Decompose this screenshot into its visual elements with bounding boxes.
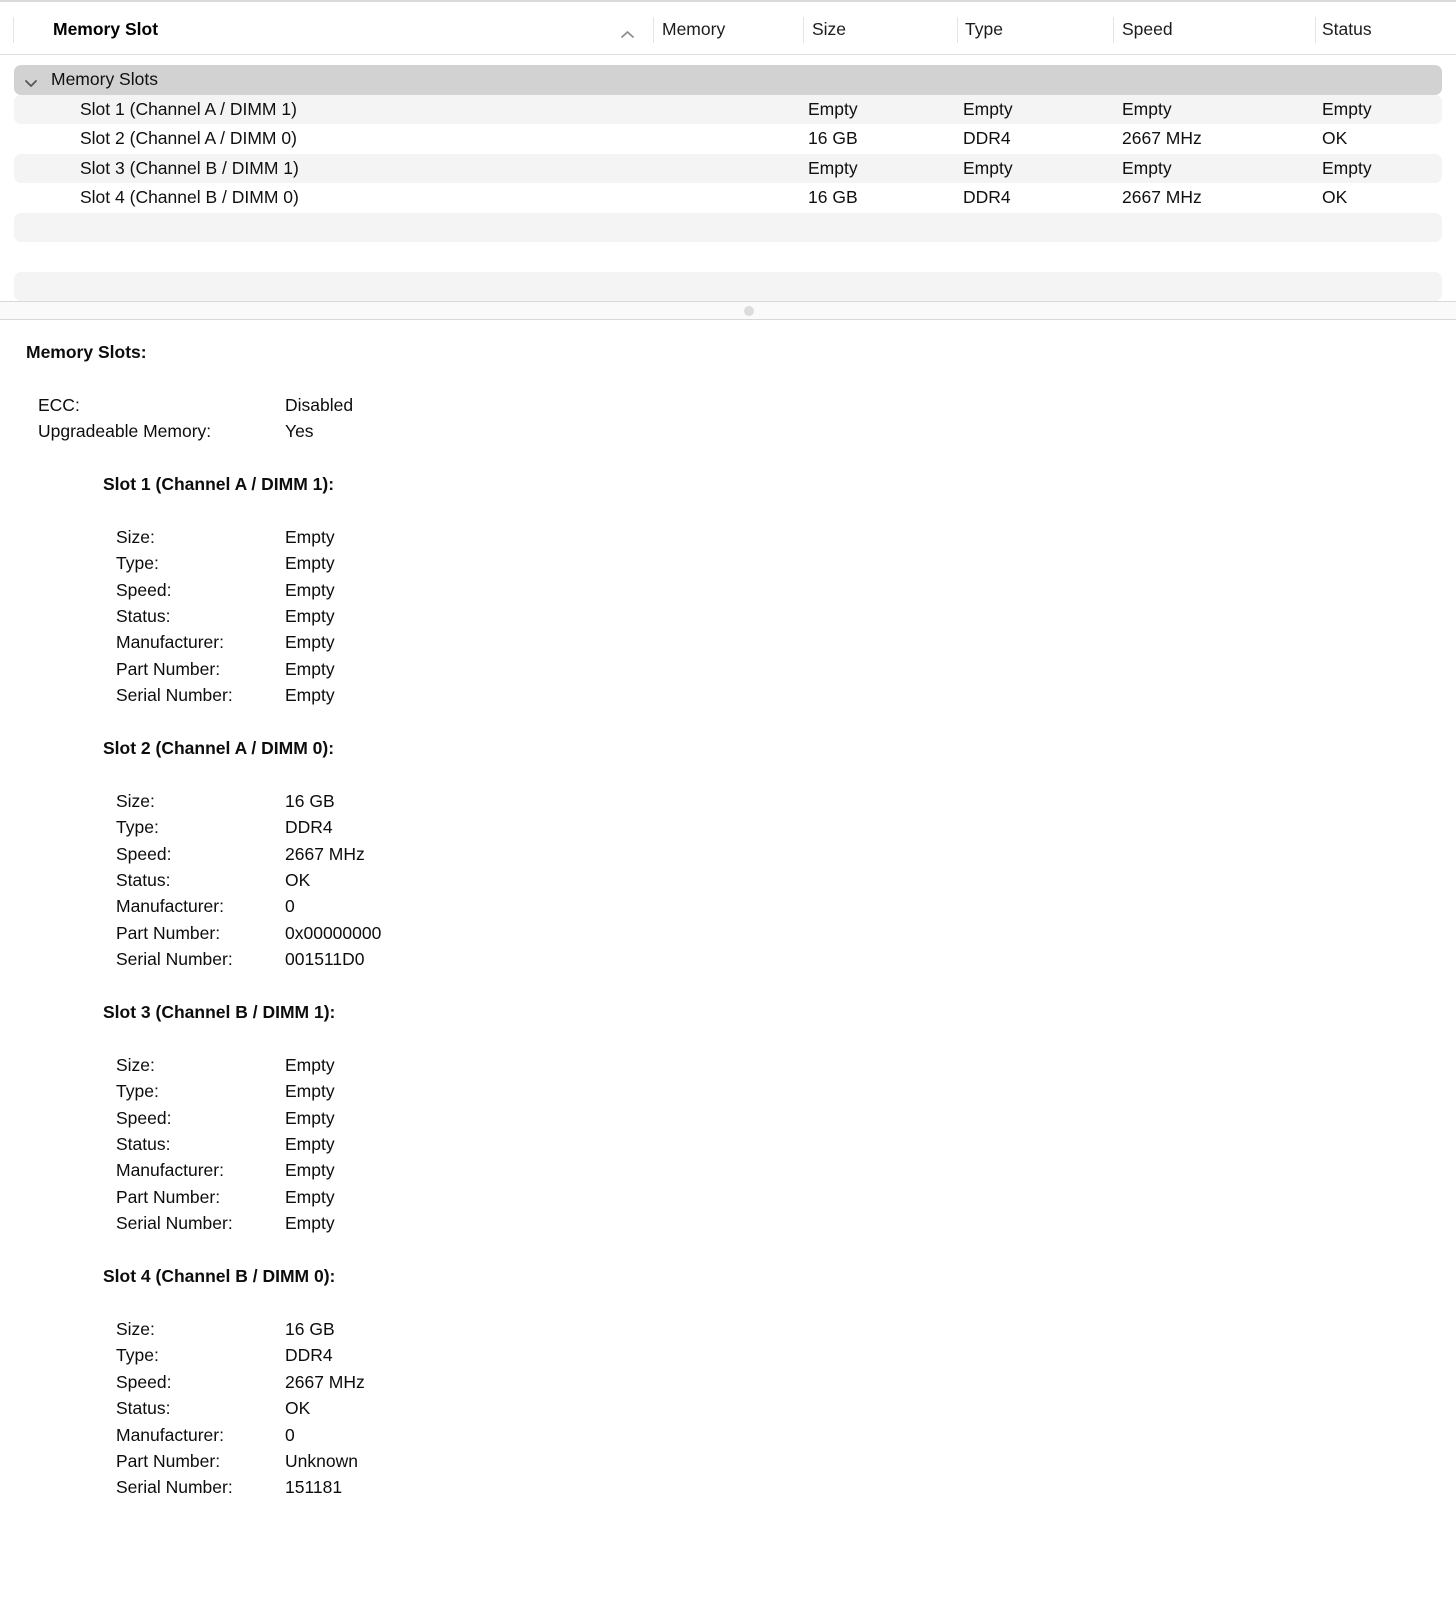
detail-label: Type:: [116, 1081, 159, 1102]
detail-row: [0, 1342, 1456, 1368]
row-background: [14, 213, 1442, 243]
detail-row: [0, 656, 1456, 682]
detail-value: Empty: [285, 1081, 335, 1102]
detail-value: DDR4: [285, 1345, 333, 1366]
chevron-down-icon[interactable]: [24, 75, 38, 93]
detail-value: 001511D0: [285, 949, 365, 970]
cell-type: Empty: [963, 98, 1013, 119]
detail-value: Empty: [285, 579, 335, 600]
detail-value: Disabled: [285, 394, 354, 415]
cell-name: Slot 1 (Channel A / DIMM 1): [80, 98, 297, 119]
column-header-memory[interactable]: Memory: [662, 19, 726, 39]
slot-section-rows: [0, 1316, 1456, 1501]
cell-status: OK: [1322, 187, 1348, 207]
detail-value: 16 GB: [285, 1318, 335, 1339]
detail-label: Speed:: [116, 1107, 172, 1128]
detail-row: [0, 629, 1456, 655]
empty-row: [0, 242, 1456, 272]
detail-row-ecc: [0, 392, 1456, 418]
detail-value: Empty: [285, 1213, 335, 1234]
slot-section-rows: [0, 788, 1456, 973]
detail-row: [0, 1316, 1456, 1342]
detail-value: Empty: [285, 606, 335, 627]
column-header-speed[interactable]: Speed: [1122, 19, 1173, 39]
cell-name: Slot 3 (Channel B / DIMM 1): [80, 157, 299, 178]
detail-label: Type:: [116, 817, 159, 838]
detail-value: Empty: [285, 553, 335, 574]
detail-value: Empty: [285, 632, 335, 653]
slot-section-heading: Slot 3 (Channel B / DIMM 1):: [103, 1002, 336, 1023]
slot-section-rows: [0, 524, 1456, 709]
column-separator: [13, 17, 14, 43]
detail-value: 2667 MHz: [285, 1371, 365, 1392]
detail-value: Empty: [285, 1107, 335, 1128]
detail-label: Part Number:: [116, 922, 221, 943]
slot-section-heading: Slot 2 (Channel A / DIMM 0):: [103, 738, 335, 759]
detail-row: [0, 1131, 1456, 1157]
detail-value: Unknown: [285, 1450, 358, 1471]
detail-value: Empty: [285, 1186, 335, 1207]
detail-value: OK: [285, 870, 311, 891]
detail-row: [0, 1474, 1456, 1500]
detail-row: [0, 1369, 1456, 1395]
detail-row: [0, 603, 1456, 629]
detail-row: [0, 1422, 1456, 1448]
detail-row: [0, 1105, 1456, 1131]
table-row-slot-2[interactable]: [0, 124, 1456, 154]
detail-row: [0, 893, 1456, 919]
column-separator: [653, 17, 654, 43]
slot-section-heading: Slot 4 (Channel B / DIMM 0):: [103, 1266, 336, 1287]
details-title: Memory Slots:: [26, 342, 147, 362]
sort-ascending-icon: [620, 26, 635, 44]
detail-row-upgradeable-memory: [0, 418, 1456, 444]
detail-label: Type:: [116, 1345, 159, 1366]
detail-row: [0, 1448, 1456, 1474]
detail-label: Status:: [116, 1134, 171, 1155]
table-row-slot-4[interactable]: [0, 183, 1456, 213]
detail-value: 2667 MHz: [285, 843, 365, 864]
detail-value: OK: [285, 1398, 311, 1419]
cell-name: Slot 2 (Channel A / DIMM 0): [80, 128, 297, 148]
column-header-size[interactable]: Size: [812, 19, 847, 39]
detail-label: Manufacturer:: [116, 1160, 224, 1181]
detail-label: Size:: [116, 1054, 155, 1075]
details-info-block: [0, 392, 1456, 445]
detail-label: Size:: [116, 526, 155, 547]
detail-label: Manufacturer:: [116, 632, 224, 653]
detail-label: Manufacturer:: [116, 896, 224, 917]
detail-value: Empty: [285, 526, 335, 547]
detail-row: [0, 524, 1456, 550]
detail-row: [0, 920, 1456, 946]
table-row-slot-3[interactable]: [0, 154, 1456, 184]
detail-row: [0, 682, 1456, 708]
detail-row: [0, 788, 1456, 814]
detail-value: 16 GB: [285, 790, 335, 811]
table-body: [0, 65, 1456, 301]
detail-row: [0, 1210, 1456, 1236]
detail-label: Type:: [116, 553, 159, 574]
group-row-memory-slots[interactable]: [0, 65, 1456, 95]
detail-label: Speed:: [116, 579, 172, 600]
detail-row: [0, 814, 1456, 840]
detail-row: [0, 946, 1456, 972]
cell-size: 16 GB: [808, 128, 858, 148]
cell-size: Empty: [808, 98, 858, 119]
column-separator: [1113, 17, 1114, 43]
detail-value: 0x00000000: [285, 922, 382, 943]
cell-status: Empty: [1322, 98, 1372, 119]
detail-row: [0, 1052, 1456, 1078]
detail-label: Status:: [116, 606, 171, 627]
detail-label: Speed:: [116, 843, 172, 864]
cell-speed: Empty: [1122, 98, 1172, 119]
detail-value: Empty: [285, 685, 335, 706]
column-separator: [957, 17, 958, 43]
table-row-slot-1[interactable]: [0, 95, 1456, 125]
detail-row: [0, 867, 1456, 893]
detail-label: Status:: [116, 1398, 171, 1419]
detail-label: Size:: [116, 1318, 155, 1339]
detail-row: [0, 1078, 1456, 1104]
cell-status: OK: [1322, 128, 1348, 148]
cell-type: DDR4: [963, 187, 1011, 207]
detail-value: Yes: [285, 421, 314, 442]
detail-value: Empty: [285, 1134, 335, 1155]
detail-row: [0, 550, 1456, 576]
detail-label: Manufacturer:: [116, 1424, 224, 1445]
detail-label: Size:: [116, 790, 155, 811]
table-header: [0, 0, 1456, 55]
detail-value: Empty: [285, 1054, 335, 1075]
cell-type: DDR4: [963, 128, 1011, 148]
detail-label: Serial Number:: [116, 1477, 233, 1498]
slot-sections: [0, 471, 1456, 1501]
detail-label: Upgradeable Memory:: [38, 421, 212, 442]
cell-speed: 2667 MHz: [1122, 128, 1202, 148]
detail-label: Serial Number:: [116, 685, 233, 706]
dot-handle-icon: [744, 306, 754, 316]
column-header-type[interactable]: Type: [965, 19, 1003, 39]
cell-status: Empty: [1322, 157, 1372, 178]
cell-type: Empty: [963, 157, 1013, 178]
detail-label: Speed:: [116, 1371, 172, 1392]
detail-row: [0, 1157, 1456, 1183]
cell-speed: 2667 MHz: [1122, 187, 1202, 207]
cell-speed: Empty: [1122, 157, 1172, 178]
group-row-background: [14, 65, 1442, 95]
detail-label: Part Number:: [116, 1450, 221, 1471]
slot-section-rows: [0, 1052, 1456, 1237]
detail-row: [0, 1184, 1456, 1210]
detail-value: 0: [285, 896, 295, 917]
empty-row: [0, 213, 1456, 243]
detail-label: Part Number:: [116, 658, 221, 679]
row-background: [14, 242, 1442, 272]
detail-label: Status:: [116, 870, 171, 891]
detail-row: [0, 841, 1456, 867]
detail-value: Empty: [285, 658, 335, 679]
column-separator: [1315, 17, 1316, 43]
detail-value: DDR4: [285, 817, 333, 838]
cell-size: 16 GB: [808, 187, 858, 207]
cell-name: Slot 4 (Channel B / DIMM 0): [80, 187, 299, 207]
detail-row: [0, 577, 1456, 603]
slot-section-heading: Slot 1 (Channel A / DIMM 1):: [103, 474, 335, 494]
detail-value: Empty: [285, 1160, 335, 1181]
row-background: [14, 272, 1442, 302]
detail-label: Part Number:: [116, 1186, 221, 1207]
column-separator: [803, 17, 804, 43]
group-row-label: Memory Slots: [51, 69, 158, 89]
cell-size: Empty: [808, 157, 858, 178]
detail-value: 151181: [285, 1477, 343, 1498]
details-pane: [0, 320, 1456, 1501]
detail-label: Serial Number:: [116, 949, 233, 970]
column-header-status[interactable]: Status: [1322, 19, 1372, 39]
pane-splitter[interactable]: [0, 301, 1456, 320]
detail-row: [0, 1395, 1456, 1421]
empty-row: [0, 272, 1456, 302]
column-header-memory-slot[interactable]: Memory Slot: [53, 19, 159, 39]
detail-label: Serial Number:: [116, 1213, 233, 1234]
detail-label: ECC:: [38, 394, 80, 415]
detail-value: 0: [285, 1424, 295, 1445]
